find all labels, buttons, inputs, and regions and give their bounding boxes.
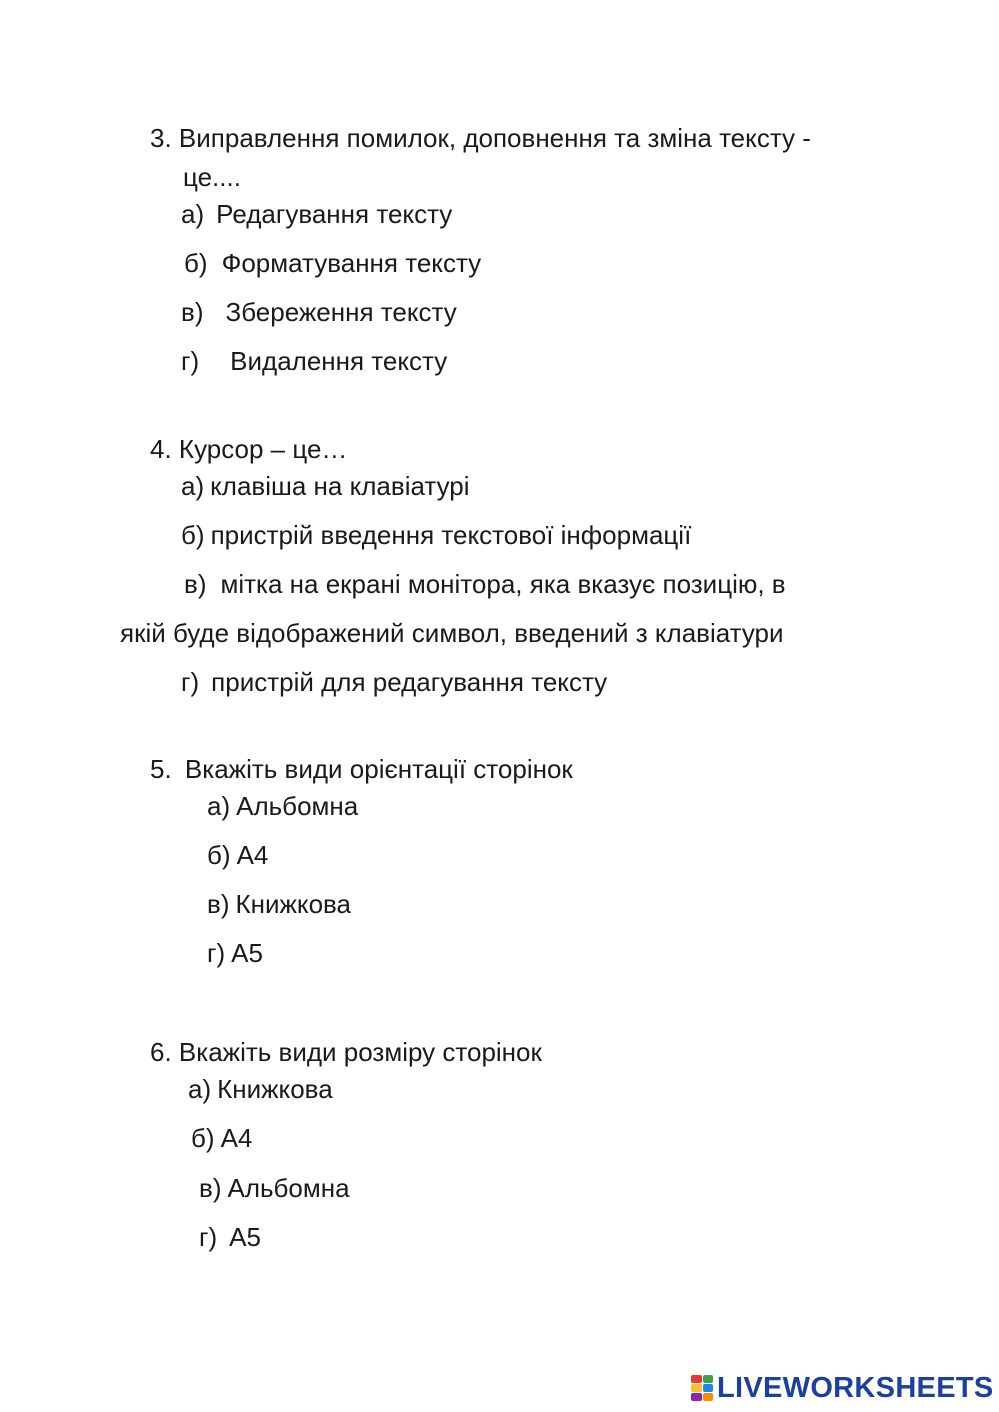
option-label: в) bbox=[207, 889, 230, 919]
question-text: Вкажіть види орієнтації сторінок bbox=[184, 754, 573, 784]
option-text: клавіша на клавіатурі bbox=[210, 471, 470, 501]
question-text-continuation: це.... bbox=[183, 162, 241, 192]
option-text: Редагування тексту bbox=[216, 199, 453, 229]
option-text: А4 bbox=[220, 1123, 253, 1153]
option-b[interactable] bbox=[181, 520, 691, 550]
option-label: б) bbox=[191, 1123, 215, 1153]
option-text: Альбомна bbox=[227, 1173, 350, 1203]
option-a[interactable] bbox=[181, 471, 470, 501]
question-number: 6. bbox=[150, 1037, 172, 1067]
option-label: г) bbox=[181, 667, 200, 697]
logo-mark-icon bbox=[691, 1375, 713, 1401]
logo-mark-square bbox=[691, 1375, 702, 1383]
option-d[interactable] bbox=[207, 938, 263, 968]
logo-mark-square bbox=[703, 1393, 714, 1401]
logo-mark-square bbox=[703, 1384, 714, 1392]
option-a[interactable] bbox=[188, 1074, 333, 1104]
option-text: А5 bbox=[229, 1222, 261, 1252]
option-c[interactable] bbox=[184, 569, 786, 599]
option-label: б) bbox=[184, 248, 208, 278]
option-b[interactable] bbox=[184, 248, 481, 278]
logo-mark-square bbox=[691, 1384, 702, 1392]
option-c[interactable] bbox=[207, 889, 351, 919]
option-a[interactable] bbox=[181, 199, 452, 229]
option-text: Видалення тексту bbox=[230, 346, 448, 376]
option-label: в) bbox=[181, 297, 204, 327]
option-label: г) bbox=[207, 938, 226, 968]
option-b[interactable] bbox=[207, 840, 268, 870]
option-label: а) bbox=[181, 199, 205, 229]
question-5 bbox=[150, 754, 573, 784]
question-number: 3. bbox=[150, 123, 172, 153]
option-text: Форматування тексту bbox=[221, 248, 482, 278]
question-text: Вкажіть види розміру сторінок bbox=[178, 1037, 542, 1067]
option-b[interactable] bbox=[191, 1123, 252, 1153]
question-6 bbox=[150, 1037, 542, 1067]
option-label: г) bbox=[199, 1222, 218, 1252]
option-text: А4 bbox=[236, 840, 269, 870]
question-4 bbox=[150, 434, 347, 464]
logo-mark-square bbox=[703, 1375, 714, 1383]
question-3 bbox=[150, 123, 811, 153]
option-text: А5 bbox=[231, 938, 263, 968]
question-text: Виправлення помилок, доповнення та зміна тексту - bbox=[178, 123, 811, 153]
option-text: пристрій для редагування тексту bbox=[211, 667, 608, 697]
option-text: Альбомна bbox=[236, 791, 359, 821]
option-label: б) bbox=[207, 840, 231, 870]
option-label: б) bbox=[181, 520, 205, 550]
question-number: 4. bbox=[150, 434, 172, 464]
option-c-continuation: якій буде відображений символ, введений з клавіатури bbox=[120, 618, 784, 648]
option-text: Книжкова bbox=[217, 1074, 333, 1104]
option-a[interactable] bbox=[207, 791, 358, 821]
question-number: 5. bbox=[150, 754, 172, 784]
logo-text: LIVEWORKSHEETS bbox=[717, 1371, 994, 1404]
liveworksheets-logo bbox=[691, 1372, 994, 1404]
question-text: Курсор – це… bbox=[178, 434, 348, 464]
option-text: Книжкова bbox=[235, 889, 352, 919]
option-label: а) bbox=[181, 471, 205, 501]
option-text: Збереження тексту bbox=[225, 297, 457, 327]
option-c[interactable] bbox=[199, 1173, 350, 1203]
option-d[interactable] bbox=[181, 667, 607, 697]
option-label: в) bbox=[184, 569, 207, 599]
option-text: пристрій введення текстової інформації bbox=[210, 520, 692, 550]
option-c[interactable] bbox=[181, 297, 457, 327]
option-d[interactable] bbox=[199, 1222, 261, 1252]
logo-mark-square bbox=[691, 1393, 702, 1401]
option-text: мітка на екрані монітора, яка вказує позицію, в bbox=[220, 569, 786, 599]
option-d[interactable] bbox=[181, 346, 447, 376]
option-label: г) bbox=[181, 346, 200, 376]
option-label: в) bbox=[199, 1173, 222, 1203]
option-label: а) bbox=[207, 791, 231, 821]
option-label: а) bbox=[188, 1074, 212, 1104]
